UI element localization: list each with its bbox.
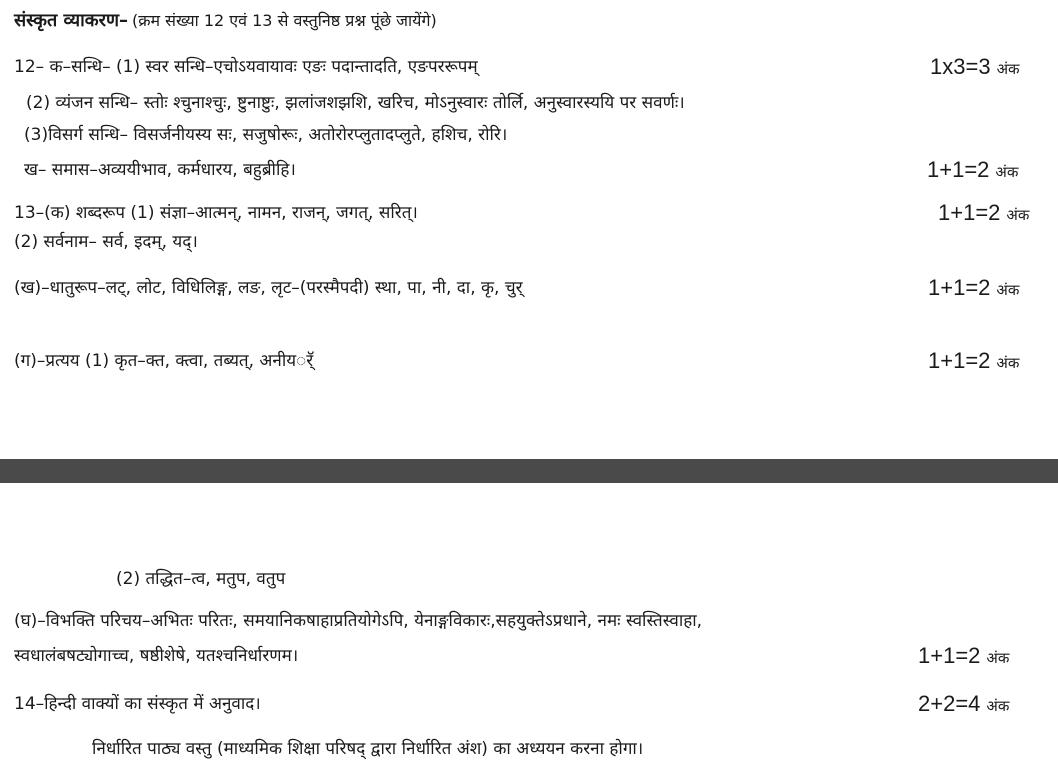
question-13kha-text: (ख)–धातुरूप–लट्, लोट, विधिलिङ्ग, लङ, लृट–(परस्मैपदी) स्था, पा, नी, दा, कृ, चुर्: [14, 278, 523, 298]
question-12-text: 12– क–सन्धि– (1) स्वर सन्धि–एचोऽयवायावः एङः पदान्तादति, एङपररूपम्: [14, 57, 478, 77]
question-gha-text-2: स्वधालंबषट्योगाच्च, षष्ठीशेषे, यतश्चनिर्धारणम।: [14, 646, 299, 666]
section-heading-line: [0, 6, 1058, 36]
question-13-marks: 1+1=2 अंक: [938, 200, 1030, 225]
question-12-vyanjan-text: (2) व्यंजन सन्धि– स्तोः श्चुनाश्चुः, ष्टुनाष्टुः, झलांजशझशि, खरिच, मोऽनुस्वारः तोर्लि, अनुस्वारस्ययि पर सवर्णः।: [26, 93, 685, 113]
footer-note-line: [0, 734, 1058, 764]
question-13ga-text: (ग)–प्रत्यय (1) कृत–क्त, क्त्वा, तब्यत्, अनीयर्ॅ: [14, 351, 314, 371]
question-13kha-line: [0, 273, 1058, 303]
question-12-marks: 1x3=3 अंक: [930, 54, 1020, 79]
question-gha-line: [0, 606, 1058, 636]
footer-note: निर्धारित पाठ्य वस्तु (माध्यमिक शिक्षा परिषद् द्वारा निर्धारित अंश) का अध्ययन करना होगा।: [92, 739, 644, 759]
question-14-marks: 2+2=4 अंक: [918, 691, 1010, 716]
question-12-visarg-line: [0, 120, 1058, 150]
section-heading: संस्कृत व्याकरण–: [14, 10, 128, 31]
question-kha-line: [0, 155, 1058, 185]
question-12-vyanjan-line: [0, 88, 1058, 118]
question-13-text: 13–(क) शब्दरूप (1) संज्ञा–आत्मन्, नामन, राजन्, जगत्, सरित्।: [14, 203, 418, 223]
question-13-sarvanam-line: [0, 227, 1058, 257]
question-ga-taddhit-text: (2) तद्धित–त्व, मतुप, वतुप: [116, 569, 286, 589]
question-13-sarvanam-text: (2) सर्वनाम– सर्व, इदम्, यद्।: [14, 232, 198, 252]
question-12-visarg-text: (3)विसर्ग सन्धि– विसर्जनीयस्य सः, सजुषोरूः, अतोरोरप्लुतादप्लुते, हशिच, रोरि।: [24, 125, 508, 145]
question-kha-marks: 1+1=2 अंक: [927, 157, 1019, 182]
question-13-line: [0, 198, 1058, 228]
question-14-text: 14–हिन्दी वाक्यों का संस्कृत में अनुवाद।: [14, 694, 261, 714]
page-divider: [0, 459, 1058, 483]
question-gha-marks: 1+1=2 अंक: [918, 643, 1010, 668]
question-13kha-marks: 1+1=2 अंक: [928, 275, 1020, 300]
question-gha-line-2: [0, 641, 1058, 671]
question-12-line: [0, 52, 1058, 82]
question-13ga-marks: 1+1=2 अंक: [928, 348, 1020, 373]
question-13ga-line: [0, 346, 1058, 376]
section-heading-note: (क्रम संख्या 12 एवं 13 से वस्तुनिष्ठ प्रश्न पूंछे जायेंगे): [131, 11, 437, 30]
question-ga-taddhit-line: [0, 564, 1058, 594]
question-gha-text: (घ)–विभक्ति परिचय–अभितः परितः, समयानिकषाहाप्रतियोगेऽपि, येनाङ्गविकारः,सहयुक्तेऽप्रधाने, नमः स्वस्तिस्वाहा,: [14, 611, 703, 631]
question-14-line: [0, 689, 1058, 719]
question-kha-text: ख– समास–अव्ययीभाव, कर्मधारय, बहुब्रीहि।: [24, 160, 296, 180]
